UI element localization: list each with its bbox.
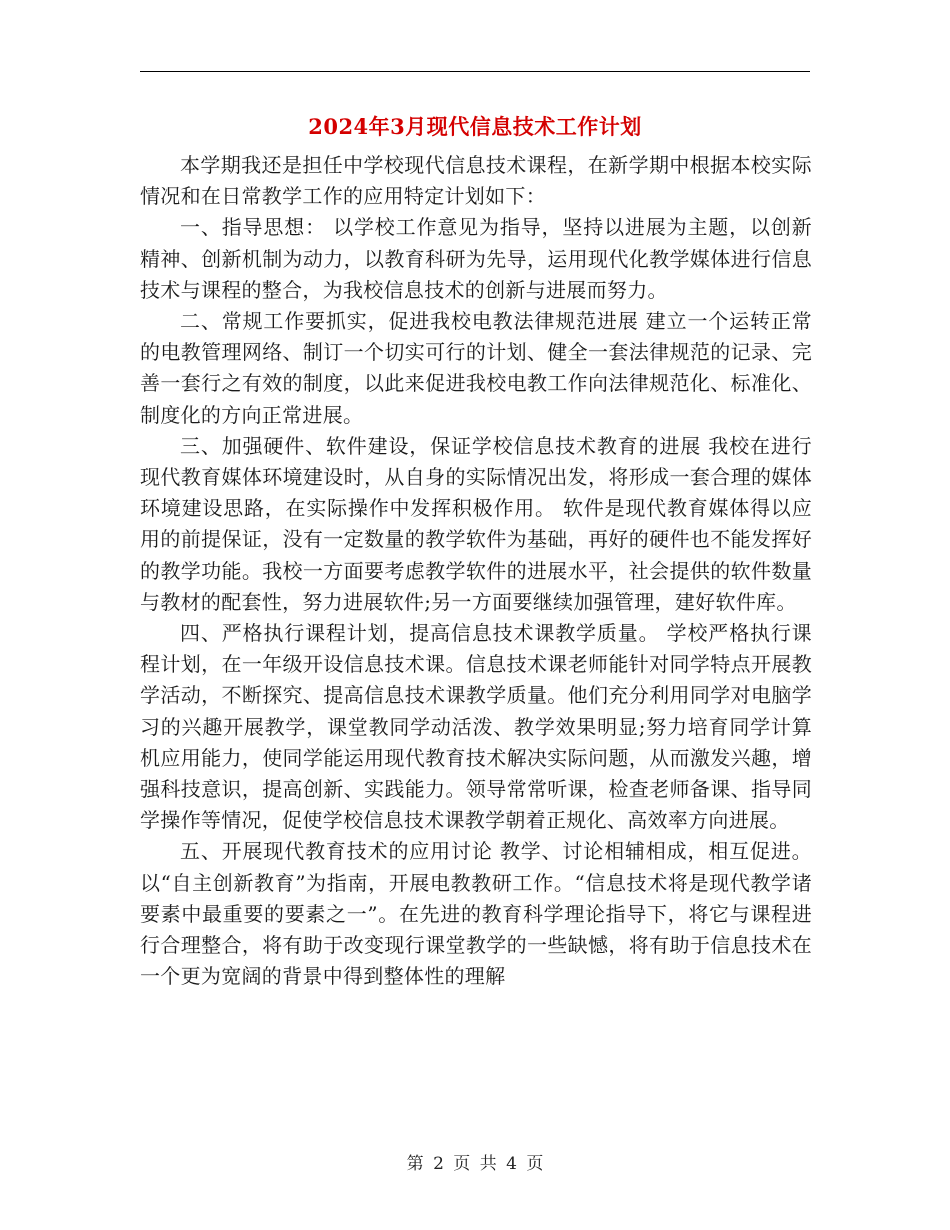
section-guiding-ideology: 一、指导思想： 以学校工作意见为指导，坚持以进展为主题，以创新精神、创新机制为动力，以教育科研为先导，运用现代化教学媒体进行信息技术与课程的整合，为我校信息技术的创新与进展而努力。 <box>140 215 812 302</box>
section-curriculum: 四、严格执行课程计划，提高信息技术课教学质量。 学校严格执行课程计划，在一年级开设信息技术课。信息技术课老师能针对同学特点开展教学活动，不断探究、提高信息技术课教学质量。他们充分利用同学对电脑学习的兴趣开展教学，课堂教同学动活泼、教学效果明显;努力培育同学计算机应用能力，使同学能运用现代教育技术解决实际问题，从而激发兴趣，增强科技意识，提高创新、实践能力。领导常常听课，检查老师备课、指导同学操作等情况，促使学校信息技术课教学朝着正规化、高效率方向进展。 <box>140 621 812 833</box>
header-rule <box>140 71 810 72</box>
page-number: 第 2 页 共 4 页 <box>406 1154 544 1174</box>
document-body <box>140 150 812 992</box>
document-title: 2024年3月现代信息技术工作计划 <box>308 114 642 139</box>
section-routine-work: 二、常规工作要抓实，促进我校电教法律规范进展 建立一个运转正常的电教管理网络、制订一个切实可行的计划、健全一套法律规范的记录、完善一套行之有效的制度，以此来促进我校电教工作向法律规范化、标准化、制度化的方向正常进展。 <box>140 309 812 427</box>
section-hardware-software: 三、加强硬件、软件建设，保证学校信息技术教育的进展 我校在进行现代教育媒体环境建设时，从自身的实际情况出发，将形成一套合理的媒体环境建设思路，在实际操作中发挥积极作用。 软件是现代教育媒体得以应用的前提保证，没有一定数量的教学软件为基础，再好的硬件也不能发挥好的教学功能。我校一方面要考虑教学软件的进展水平，社会提供的软件数量与教材的配套性，努力进展软件;另一方面要继续加强管理，建好软件库。 <box>140 433 812 614</box>
intro-paragraph: 本学期我还是担任中学校现代信息技术课程，在新学期中根据本校实际情况和在日常教学工作的应用特定计划如下： <box>140 153 812 209</box>
section-application-research: 五、开展现代教育技术的应用讨论 教学、讨论相辅相成，相互促进。以“自主创新教育”为指南，开展电教教研工作。“信息技术将是现代教学诸要素中最重要的要素之一”。在先进的教育科学理论指导下，将它与课程进行合理整合，将有助于改变现行课堂教学的一些缺憾，将有助于信息技术在一个更为宽阔的背景中得到整体性的理解 <box>140 839 812 989</box>
